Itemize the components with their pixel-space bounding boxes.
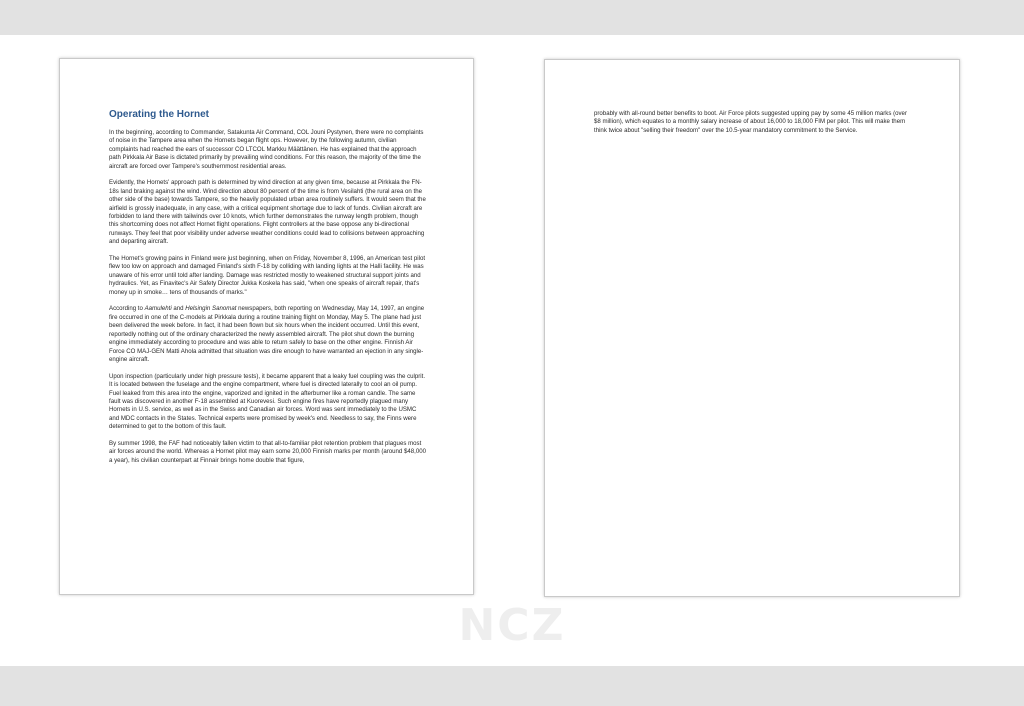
top-gray-band — [0, 0, 1024, 35]
document-page-1 — [59, 58, 474, 595]
page-1-content — [109, 109, 427, 474]
paragraph-5: Upon inspection (particularly under high pressure tests), it became apparent that a leaky fuel coupling was the culprit. It is located between the fuselage and the engine compartment, where fuel is directed laterally to cool an oil pump. Fuel leaked from this area into the engine, vaporized and ignited in the afterburner like a roman candle. The same fault was discovered in another F-18 assembled at Kuorevesi. Such engine fires have reportedly plagued many Hornets in U.S. service, as well as in the Swiss and Canadian air forces. Word was sent immediately to the USMC and MDC contacts in the States. Technical experts were promised by week's end. Needless to say, the Finns were determined to get to the bottom of this fault. — [109, 372, 426, 431]
paragraph-3: The Hornet's growing pains in Finland were just beginning, when on Friday, November 8, 1996, an American test pilot flew too low on approach and damaged Finland's sixth F-18 by colliding with landing lights at the Halli facility. He was unaware of his error until told after landing. Damage was restricted mostly to weakened structural support joints and hydraulics. Yet, as Finavitec's Air Safety Director Jukka Koskela has said, "when one speaks of aircraft repair, that's money up in smoke… tens of thousands of marks." — [109, 255, 426, 296]
paragraph-2: Evidently, the Hornets' approach path is determined by wind direction at any given time, because at Pirkkala the FN-18s land braking against the wind. Wind direction about 80 percent of the time is from Vesilahti (the rural area on the other side of the base) towards Tampere, so the heavily populated urban area routinely suffers. It would seem that the airfield is grossly inadequate, in any case, with a critical equipment shortage due to lack of funds. Civilian aircraft are forbidden to land there with tailwinds over 10 knots, which further demonstrates the runway length problem, though this shortcoming does not affect Hornet flight operations. Flight controllers at the base oppose any bi-directional runways. They feel that poor visibility under adverse weather conditions could lead to collisions between approaching and departing aircraft. — [109, 179, 426, 246]
bottom-gray-band — [0, 666, 1024, 706]
paragraph-1: In the beginning, according to Commander, Satakunta Air Command, COL Jouni Pystynen, there were no complaints of noise in the Tampere area when the Hornets began flight ops. However, by the following autumn, civilian complaints had reached the ears of successor CO LTCOL Markku Määttänen. He has explained that the approach path Pirkkala Air Base is dictated primarily by prevailing wind conditions. For this reason, the majority of the time the aircraft are forced over Tampere's southernmost residential areas. — [109, 129, 424, 170]
paragraph-6: By summer 1998, the FAF had noticeably fallen victim to that all-to-familiar pilot retention problem that plagues most air forces around the world. Whereas a Hornet pilot may earn some 20,000 Finnish marks per month (around $48,000 a year), his civilian counterpart at Finnair brings home double that figure, — [109, 439, 427, 464]
paragraph-7: probably with all-round better benefits to boot. Air Force pilots suggested upping pay by some 45 million marks (over $8 million), which equates to a monthly salary increase of about 16,000 to 18,000 FIM per pilot. This will make them think twice about "selling their freedom" over the 10.5-year mandatory commitment to the Service. — [594, 110, 907, 134]
document-page-2 — [544, 59, 960, 597]
watermark-logo: NCZ — [458, 600, 566, 651]
paragraph-4: According to Aamulehti and Helsingin Sanomat newspapers, both reporting on Wednesday, May 14, 1997, an engine fire occurred in one of the C-models at Pirkkala during a routine training flight on Monday, May 5. The plane had just been delivered the week before. In fact, it had been flown but six hours when the incident occurred. Until this event, reportedly nothing out of the ordinary characterized the newly assembled aircraft. The pilot shut down the burning engine immediately according to procedure and was able to return safely to base on the other engine. Finnish Air Force CO MAJ-GEN Matti Ahola admitted that situation was dire enough to have warranted an ejection in any single-engine aircraft. — [109, 305, 425, 363]
page-2-content — [594, 110, 912, 144]
document-title: Operating the Hornet — [109, 109, 210, 120]
